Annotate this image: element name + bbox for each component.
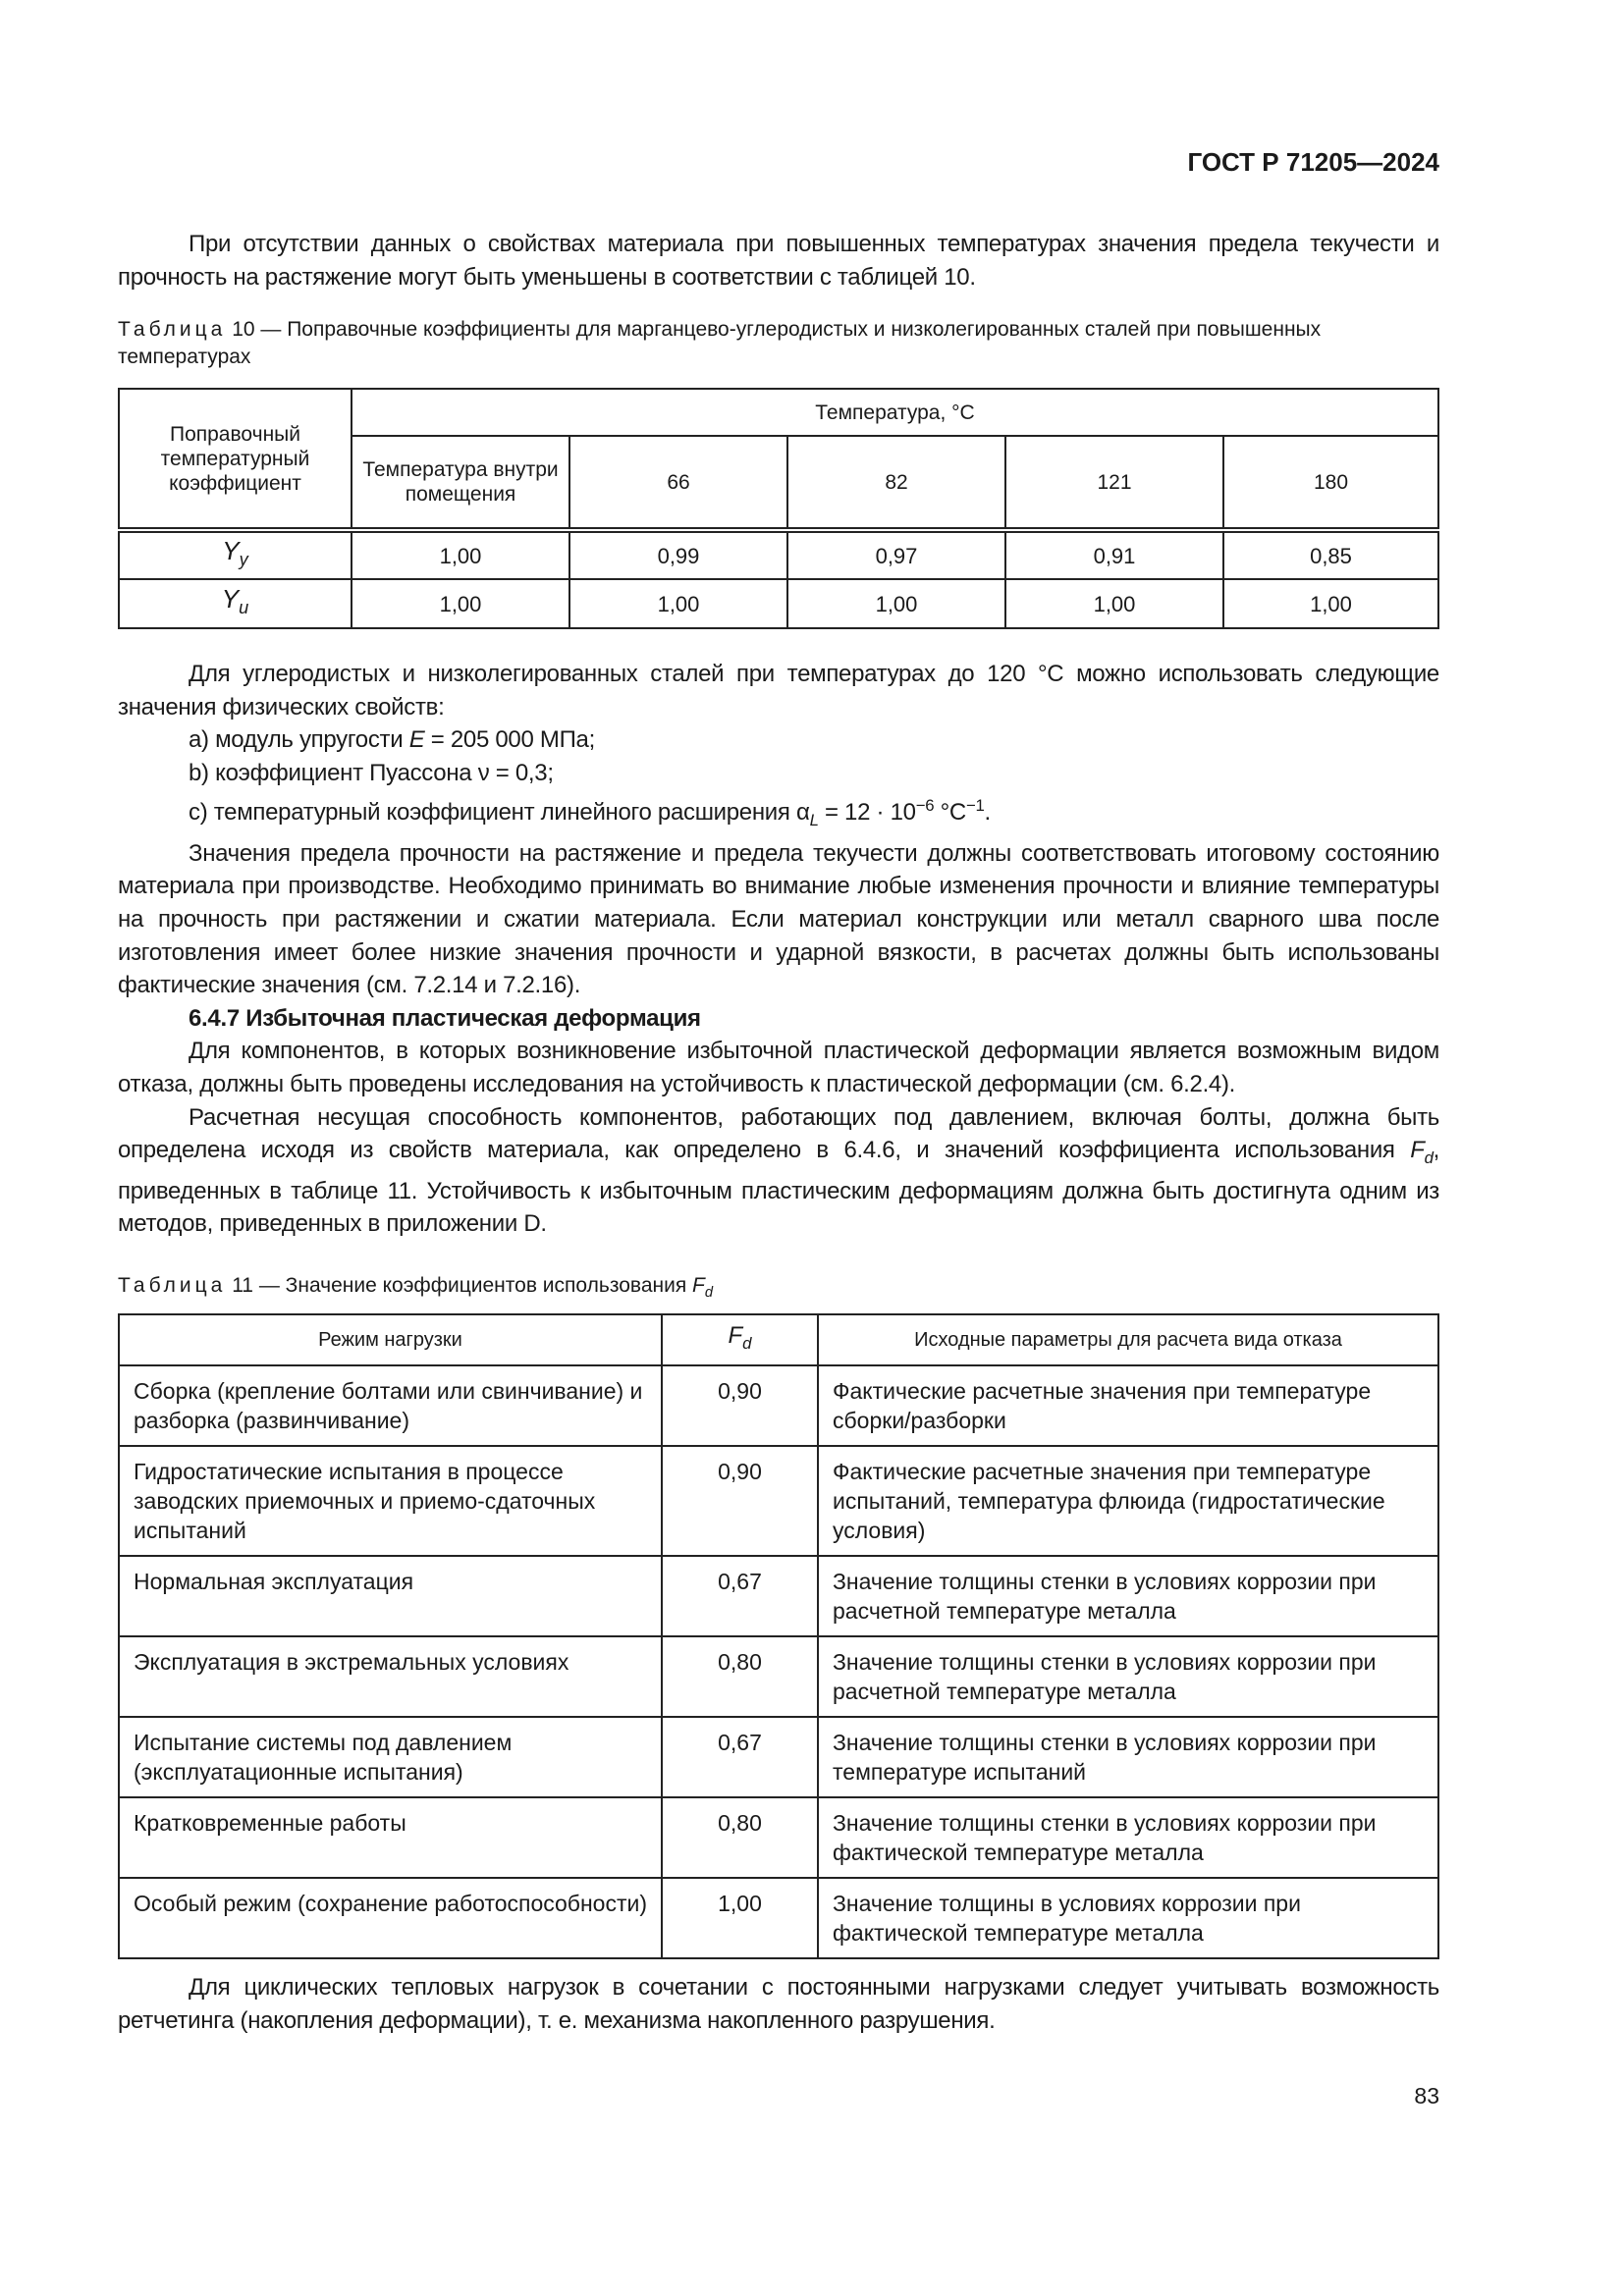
table-row (119, 1556, 1438, 1636)
cell: Значение толщины в условиях коррозии при фактической температуре металла (818, 1878, 1438, 1958)
cell: 1,00 (1005, 579, 1223, 628)
paragraph: Расчетная несущая способность компонентов, работающих под давлением, включая болты, должна быть определена исходя из свойств материала, как определено в 6.4.6, и значений коэффициента использования $F_d$, приведенных в таблице 11. Устойчивость к избыточным пластическим деформациям должна быть достигнута одним из методов, приведенных в приложении D. (118, 1103, 1439, 1238)
table11-caption: Таблица 11 — Значение коэффициентов использования $F_d$ (118, 1274, 714, 1302)
cell: 0,85 (1223, 530, 1438, 579)
cell: 0,90 (662, 1365, 818, 1446)
group-header: Температура, °C (352, 389, 1438, 436)
cell: Фактические расчетные значения при температуре сборки/разборки (818, 1365, 1438, 1446)
cell: Гидростатические испытания в процессе заводских приемочных и приемо-сдаточных испытаний (119, 1446, 662, 1556)
caption-text: 10 — Поправочные коэффициенты для марганцево-углеродистых и низколегированных сталей при повышенных температурах (118, 318, 1322, 368)
cell: 1,00 (662, 1878, 818, 1958)
cell: Значение толщины стенки в условиях коррозии при фактической температуре металла (818, 1797, 1438, 1878)
cell: 0,67 (662, 1556, 818, 1636)
cell: 0,67 (662, 1717, 818, 1797)
cell: Кратковременные работы (119, 1797, 662, 1878)
table-row (119, 1878, 1438, 1958)
cell: 0,90 (662, 1446, 818, 1556)
table-10 (118, 388, 1439, 629)
col-header: 66 (569, 436, 787, 530)
col-header: Исходные параметры для расчета вида отказа (818, 1314, 1438, 1365)
cell: 0,91 (1005, 530, 1223, 579)
cell: 1,00 (569, 579, 787, 628)
cell: 0,80 (662, 1636, 818, 1717)
row-symbol: $Y_u$ (119, 579, 352, 628)
document-header: ГОСТ Р 71205—2024 (1187, 147, 1439, 177)
section-heading: 6.4.7 Избыточная пластическая деформация (189, 1004, 701, 1032)
body-text (118, 658, 1439, 1241)
table-row (119, 1797, 1438, 1878)
col-header: 180 (1223, 436, 1438, 530)
row-symbol: $Y_y$ (119, 530, 352, 579)
intro-paragraph (118, 228, 1439, 294)
col-header: 121 (1005, 436, 1223, 530)
col-header: Температура внутри помещения (352, 436, 569, 530)
col-header: 82 (787, 436, 1005, 530)
closing-paragraph (118, 1971, 1439, 2037)
table-row (119, 1636, 1438, 1717)
list-item: c) температурный коэффициент линейного расширения $\alpha_L = 12 \cdot 10^{-6}$ $^\circ C^{-1}$. (189, 796, 991, 830)
cell: Значение толщины стенки в условиях коррозии при расчетной температуре металла (818, 1636, 1438, 1717)
cell: 0,99 (569, 530, 787, 579)
paragraph: Для углеродистых и низколегированных сталей при температурах до 120 °C можно использовать следующие значения физических свойств: (118, 661, 1439, 721)
col-header: Поправочный температурный коэффициент (119, 389, 352, 530)
paragraph: Значения предела прочности на растяжение и предела текучести должны соответствовать итоговому состоянию материала при производстве. Необходимо принимать во внимание любые изменения прочности и влияние температуры на прочность при растяжении и сжатии материала. Если материал конструкции или металл сварного шва после изготовления имеет более низкие значения прочности и ударной вязкости, в расчетах должны быть использованы фактические значения (см. 7.2.14 и 7.2.16). (118, 839, 1439, 999)
col-header-fd: $F_d$ (662, 1314, 818, 1365)
table10-caption (118, 316, 1439, 371)
cell: 0,80 (662, 1797, 818, 1878)
col-header: Режим нагрузки (119, 1314, 662, 1365)
table-row (119, 1717, 1438, 1797)
cell: Фактические расчетные значения при температуре испытаний, температура флюида (гидростатические условия) (818, 1446, 1438, 1556)
cell: 1,00 (1223, 579, 1438, 628)
caption-label: Таблица (118, 318, 227, 341)
cell: Эксплуатация в экстремальных условиях (119, 1636, 662, 1717)
table-row (119, 579, 1438, 628)
cell: Особый режим (сохранение работоспособности) (119, 1878, 662, 1958)
list-item: a) модуль упругости E = 205 000 МПа; (189, 726, 595, 754)
cell: Испытание системы под давлением (эксплуатационные испытания) (119, 1717, 662, 1797)
cell: 1,00 (787, 579, 1005, 628)
paragraph: Для циклических тепловых нагрузок в сочетании с постоянными нагрузками следует учитывать возможность ретчетинга (накопления деформации), т. е. механизма накопленного разрушения. (118, 1974, 1439, 2034)
table-row (119, 1365, 1438, 1446)
cell: 1,00 (352, 579, 569, 628)
list-item: b) коэффициент Пуассона ν = 0,3; (189, 759, 554, 786)
cell: 1,00 (352, 530, 569, 579)
page-number: 83 (1414, 2083, 1439, 2109)
cell: Значение толщины стенки в условиях коррозии при температуре испытаний (818, 1717, 1438, 1797)
cell: 0,97 (787, 530, 1005, 579)
cell: Значение толщины стенки в условиях коррозии при расчетной температуре металла (818, 1556, 1438, 1636)
table-11 (118, 1313, 1439, 1959)
intro-text: При отсутствии данных о свойствах материала при повышенных температурах значения предела текучести и прочность на растяжение могут быть уменьшены в соответствии с таблицей 10. (118, 231, 1439, 291)
table-row (119, 530, 1438, 579)
cell: Сборка (крепление болтами или свинчивание) и разборка (развинчивание) (119, 1365, 662, 1446)
table-row (119, 1446, 1438, 1556)
cell: Нормальная эксплуатация (119, 1556, 662, 1636)
paragraph: Для компонентов, в которых возникновение избыточной пластической деформации является возможным видом отказа, должны быть проведены исследования на устойчивость к пластической деформации (см. 6.2.4). (118, 1038, 1439, 1097)
